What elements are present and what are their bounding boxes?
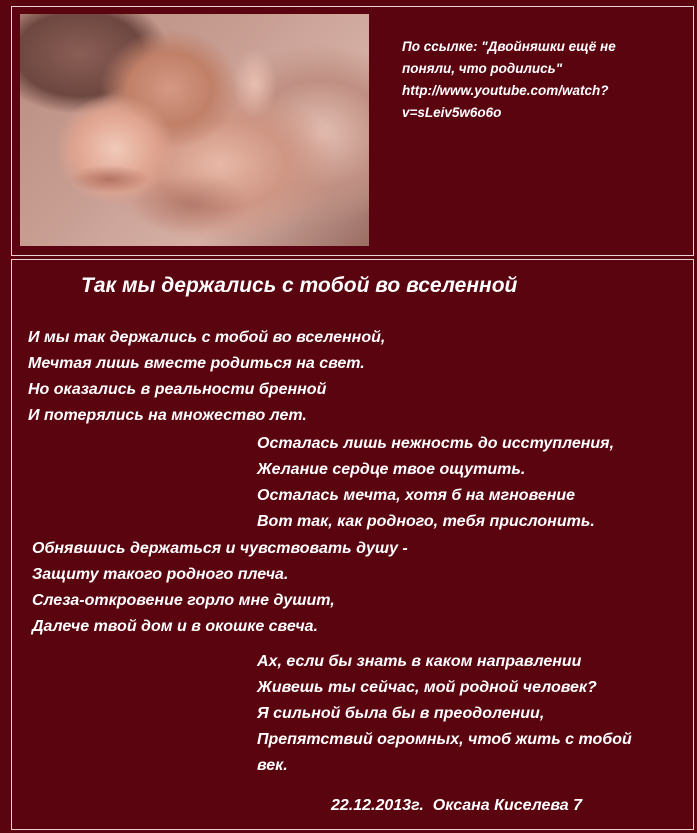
poem-signature: 22.12.2013г. Оксана Киселева 7: [331, 797, 583, 814]
poem-line: Но оказались в реальности бренной: [28, 381, 327, 398]
poem-line: Слеза-откровение горло мне душит,: [32, 592, 335, 609]
stanza-2: [257, 431, 614, 535]
poem-line: Я сильной была бы в преодолении,: [257, 705, 545, 722]
poem-line: Осталась мечта, хотя б на мгновение: [257, 487, 576, 504]
poem-line: Осталась лишь нежность до исступления,: [257, 435, 615, 452]
stanza-1: [28, 325, 385, 429]
poem-line: Препятствий огромных, чтоб жить с тобой: [257, 731, 632, 748]
poem-line: Мечтая лишь вместе родиться на свет.: [28, 355, 365, 372]
poem-line: Ах, если бы знать в каком направлении: [257, 653, 582, 670]
poem-line: Вот так, как родного, тебя прислонить.: [257, 513, 595, 530]
video-link-text: По ссылке: "Двойняшки ещё не поняли, что родились" http://www.youtube.com/watch?v=sLeiv5w6o6o: [402, 39, 620, 120]
stanza-3: [32, 536, 408, 640]
poem-line: Живешь ты сейчас, мой родной человек?: [257, 679, 597, 696]
poem-line: Обнявшись держаться и чувствовать душу -: [32, 540, 408, 557]
poem-line: Далече твой дом и в окошке свеча.: [32, 618, 318, 635]
poem-line: И потерялись на множество лет.: [28, 407, 307, 424]
photo-shading: [20, 14, 369, 246]
poem-line: Желание сердце твое ощутить.: [257, 461, 526, 478]
stanza-4: [257, 649, 632, 779]
poem-line: И мы так держались с тобой во вселенной,: [28, 329, 386, 346]
twins-photo: [20, 14, 369, 246]
poem-title: Так мы держались с тобой во вселенной: [81, 274, 518, 297]
poem-line: век.: [257, 757, 288, 774]
poem-line: Защиту такого родного плеча.: [32, 566, 289, 583]
